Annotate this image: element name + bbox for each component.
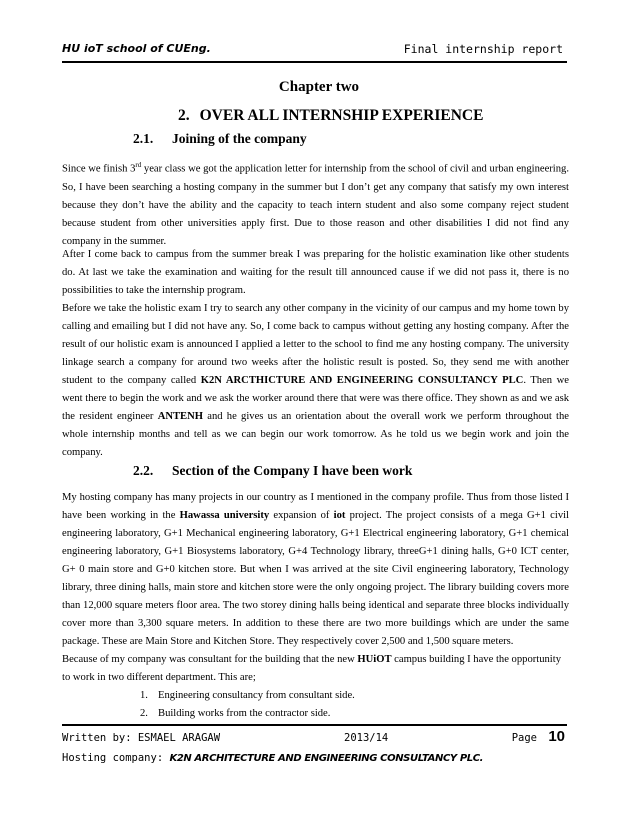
footer-author: Written by: ESMAEL ARAGAW: [62, 732, 221, 744]
page-number: 10: [548, 728, 565, 745]
paragraph-text: . Then we went there to begin the work and we ask the worker around there that were was there office. They shown as and we ask the resident engineer: [62, 375, 570, 422]
footer-hosting-company: K2N ARCHITECTURE AND ENGINEERING CONSULTANCY PLC.: [169, 753, 484, 764]
university-name: Hawassa university: [179, 510, 270, 521]
paragraph-4: [62, 489, 569, 687]
list-item: [140, 705, 355, 723]
company-name: K2N ARCTHICTURE AND ENGINEERING CONSULTANCY PLC: [200, 375, 524, 386]
paragraph-text: Because of my company was consultant for the building that the new: [62, 654, 358, 665]
subsection-number: 2.2.: [133, 463, 154, 478]
chapter-title: Chapter two: [278, 79, 360, 95]
paragraph-text: Since we finish 3: [62, 163, 136, 175]
paragraph-text: expansion of: [269, 510, 334, 521]
iot-term: iot: [333, 510, 346, 521]
header-rule: [62, 61, 567, 63]
footer-hosting-label: Hosting company:: [62, 752, 170, 764]
department-list: [140, 687, 355, 723]
list-number: 2.: [140, 708, 148, 719]
list-number: 1.: [140, 690, 148, 701]
huiot-term: HUiOT: [357, 654, 392, 665]
paragraph-1: [62, 156, 569, 251]
list-text: Engineering consultancy from consultant side.: [158, 690, 355, 701]
paragraph-text: campus building I have the opportunity to work in two different department. This are;: [62, 654, 561, 683]
subsection-heading-2-2: [133, 463, 412, 479]
footer-year: 2013/14: [344, 732, 389, 744]
footer-page-label: Page: [511, 732, 537, 744]
paragraph-text: My hosting company has many projects in our country as I mentioned in the company profile. Thus from those listed I have been working in the: [62, 492, 569, 521]
page-header: [62, 38, 567, 60]
section-number: 2.: [178, 107, 190, 124]
paragraph-2: [62, 246, 569, 300]
ordinal-superscript: rd: [135, 161, 142, 169]
page-footer: [62, 730, 567, 750]
subsection-title: Joining of the company: [172, 131, 307, 146]
list-text: Building works from the contractor side.: [158, 708, 331, 719]
subsection-title: Section of the Company I have been work: [172, 463, 413, 478]
engineer-name: ANTENH: [157, 411, 204, 422]
subsection-number: 2.1.: [133, 131, 154, 146]
footer-hosting: [62, 752, 567, 764]
footer-rule: [62, 724, 567, 726]
subsection-heading-2-1: [133, 131, 307, 147]
paragraph-text: Before we take the holistic exam I try to search any other company in the vicinity of our campus and my home town by calling and emailing but I did not have any. So, I come back to campus without getting any hosting company. After the result of our holistic exam is announced I applied a letter to the school to find me any hosting company. The university linkage search a company for around two weeks after the holistic result is posted. So, they send me with another student to the company called: [62, 303, 569, 386]
section-title: OVER ALL INTERNSHIP EXPERIENCE: [199, 107, 484, 124]
header-school: HU ioT school of CUEng.: [62, 42, 211, 55]
paragraph-text: After I come back to campus from the summer break I was preparing for the holistic examination like other students do. At last we take the examination and waiting for the result till announced cause if we did not pass it, there is no possibilities to take the internship program.: [62, 249, 569, 296]
paragraph-text: and he gives us an orientation about the overall work we perform throughout the whole internship months and tell as we can begin our work tomorrow. As he told us we begin work and join the company.: [62, 411, 569, 458]
section-heading: [178, 107, 483, 125]
header-report-title: Final internship report: [403, 42, 563, 56]
paragraph-text: project. The project consists of a mega G+1 civil engineering laboratory, G+1 Mechanical engineering laboratory, G+1 Electrical engineering laboratory, G+1 chemical engineering laboratory, G+1 Biosystems laboratory, G+4 Technology library, threeG+1 dining halls, G+0 ICT center, G+ 0 main store and G+0 kitchen store. But when I was arrived at the site Civil engineering laboratory, Technology library, three dining halls, main store and kitchen store were the only ongoing project. The library building covers more than 12,000 square meters floor area. The two storey dining halls being identical and separate three blocks individually cover more than 3,300 square meters. In addition to these there are two more buildings which are under the same package. These are Main Store and Kitchen Store. They respectively cover 2,500 and 1,500 square meters.: [62, 510, 570, 647]
paragraph-text: year class we got the application letter for internship from the school of civil and urban engineering. So, I have been searching a hosting company in the summer but I don’t get any company that satisfy my own interest because they don’t have the ability and the capacity to teach intern student and also some company reject student because student from other universities apply first. Due to those reason and other disabilities I did not find any company in the summer.: [62, 163, 569, 247]
list-item: [140, 687, 355, 705]
paragraph-3: [62, 300, 569, 462]
